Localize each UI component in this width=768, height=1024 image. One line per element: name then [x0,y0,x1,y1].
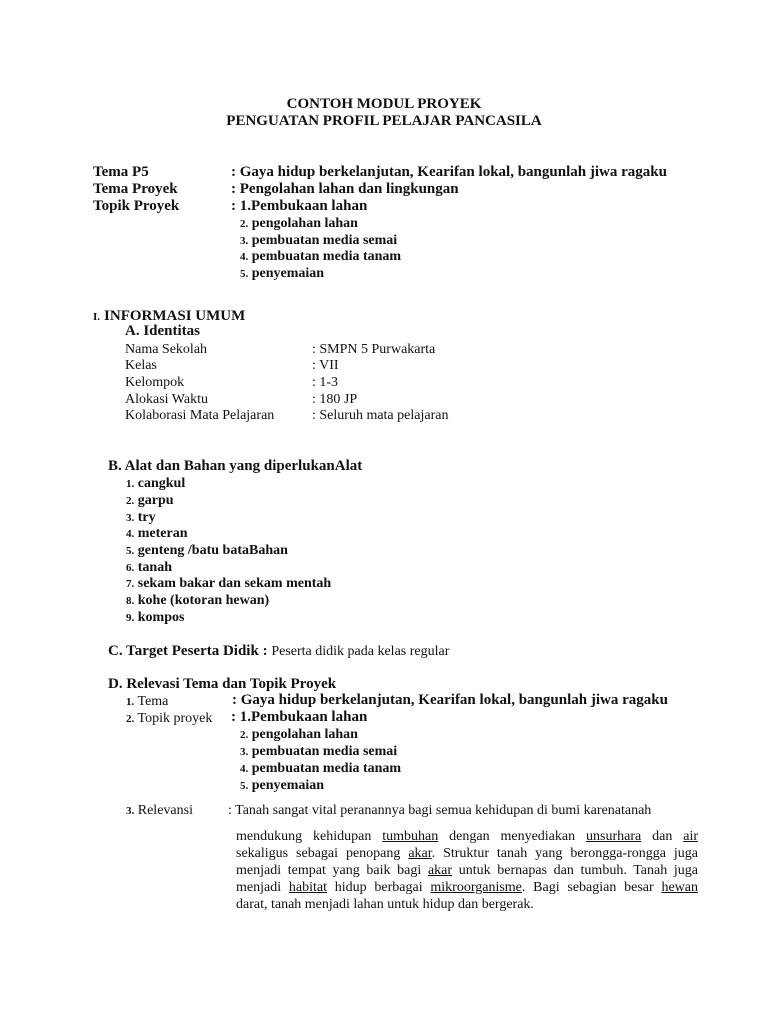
underlined-term: unsurhara [586,829,642,844]
section-b-title: B. Alat dan Bahan yang diperlukanAlat [108,458,363,474]
identitas-value: : SMPN 5 Purwakarta [312,342,436,357]
list-item [126,592,269,610]
topik-item-number: 3. [240,746,249,758]
tema-p5-value: : Gaya hidup berkelanjutan, Kearifan lokal, bangunlah jiwa ragaku [231,164,667,180]
topik-item [240,760,401,778]
topik-item [240,248,401,266]
identitas-value: : Seluruh mata pelajaran [312,408,449,423]
section-c-title: C. Target Peserta Didik : [108,643,268,659]
relevansi-paragraph [236,828,698,913]
paragraph-text: dengan menyediakan [438,829,587,844]
topik-item-text: pembuatan media tanam [251,249,402,264]
topik-item-number: : 1. [231,709,251,725]
relevansi-first-line: : Tanah sangat vital peranannya bagi semua kehidupan di bumi karenatanah [228,803,652,818]
list-item [126,542,288,560]
topik-item-text: Pembukaan lahan [251,198,368,214]
topik-item-text: penyemaian [251,778,325,793]
underlined-term: habitat [288,880,327,895]
topik-item [231,709,367,726]
underlined-term: akar [408,846,432,861]
identitas-label: Kelompok [125,375,185,390]
list-item-number: 2. [126,713,135,725]
list-item [126,475,185,493]
topik-item-number: 4. [240,763,249,775]
topik-item-text: pengolahan lahan [251,727,358,742]
topik-item [240,777,324,795]
topik-item-number: 5. [240,780,249,792]
list-item-text: kohe (kotoran hewan) [137,593,270,608]
list-item [126,525,188,543]
topik-label: Topik proyek [137,711,213,726]
paragraph-text: hidup berbagai [326,880,431,895]
topik-item [240,726,358,744]
identitas-label: Nama Sekolah [125,342,208,357]
list-item-text: meteran [137,526,188,541]
relevansi-label: Relevansi [137,803,193,818]
list-item-number: 1. [126,696,135,708]
topik-item-number: 3. [240,235,249,247]
list-item-number: 1. [126,478,135,490]
paragraph-text: mendukung kehidupan [236,829,383,844]
list-item-text: garpu [137,493,174,508]
paragraph-text: . Bagi sebagian besar [521,880,662,895]
tema-value: : Gaya hidup berkelanjutan, Kearifan lokal, bangunlah jiwa ragaku [232,692,668,708]
identitas-label: Kelas [125,358,157,373]
identitas-value: : 1-3 [312,375,339,390]
relevansi-row [126,802,193,820]
section-d-title: D. Relevasi Tema dan Topik Proyek [108,676,337,692]
topik-item-number: 2. [240,729,249,741]
list-item-number: 7. [126,578,135,590]
document-title: CONTOH MODUL PROYEK [286,96,482,112]
topik-item [240,743,397,761]
section-title: INFORMASI UMUM [104,308,246,324]
underlined-term: akar [427,863,453,878]
topik-item [240,265,324,283]
topik-item-text: pembuatan media tanam [251,761,402,776]
list-item-text: try [137,510,156,525]
list-item-number: 3. [126,805,135,817]
list-item-number: 6. [126,562,135,574]
paragraph-text: darat, tanah menjadi lahan untuk hidup dan bergerak. [236,897,534,912]
list-item-number: 4. [126,528,135,540]
identitas-value: : VII [312,358,339,373]
document-subtitle: PENGUATAN PROFIL PELAJAR PANCASILA [226,113,542,129]
topik-item-number: 4. [240,251,249,263]
list-item-text: kompos [137,610,185,625]
list-item [126,575,331,593]
tema-proyek-value: : Pengolahan lahan dan lingkungan [231,181,459,197]
list-item-text: sekam bakar dan sekam mentah [137,576,332,591]
topik-item-text: penyemaian [251,266,325,281]
paragraph-text: . Struktur tanah yang berongga-rongga juga menjadi tempat yang baik bagi [236,846,698,878]
section-c [108,643,449,660]
list-item-text: tanah [137,560,172,575]
identitas-label: Kolaborasi Mata Pelajaran [125,408,275,423]
tema-p5-label: Tema P5 [93,164,149,180]
topik-item-number: 5. [240,268,249,280]
list-item [126,609,184,627]
topik-item-text: pembuatan media semai [251,233,398,248]
section-c-text: Peserta didik pada kelas regular [271,644,450,659]
tema-proyek-label: Tema Proyek [93,181,178,197]
topik-item-number: : 1. [231,198,251,214]
topik-item [240,215,358,233]
section-number: I. [93,311,101,323]
tema-label: Tema [137,694,169,709]
list-item-number: 3. [126,512,135,524]
topik-item-text: Pembukaan lahan [251,709,368,725]
topik-item-text: pengolahan lahan [251,216,358,231]
topik-item [231,198,367,215]
list-item-text: genteng /batu bataBahan [137,543,288,558]
topik-item-text: pembuatan media semai [251,744,398,759]
tema-row [126,693,168,711]
list-item [126,492,174,510]
paragraph-text: dan [641,829,684,844]
topik-row [126,710,212,728]
list-item-number: 5. [126,545,135,557]
underlined-term: air [683,829,699,844]
underlined-term: tumbuhan [382,829,439,844]
list-item-number: 2. [126,495,135,507]
topik-proyek-label: Topik Proyek [93,198,180,214]
underlined-term: mikroorganisme [430,880,522,895]
topik-item-number: 2. [240,218,249,230]
list-item-number: 9. [126,612,135,624]
identitas-label: Alokasi Waktu [125,392,208,407]
subsection-title: A. Identitas [125,323,201,339]
list-item-text: cangkul [137,476,186,491]
underlined-term: hewan [661,880,698,895]
paragraph-text: untuk bernapas dan tumbuh. Tanah juga menjadi [236,863,698,895]
list-item-number: 8. [126,595,135,607]
paragraph-text: sekaligus sebagai penopang [236,846,409,861]
identitas-value: : 180 JP [312,392,358,407]
